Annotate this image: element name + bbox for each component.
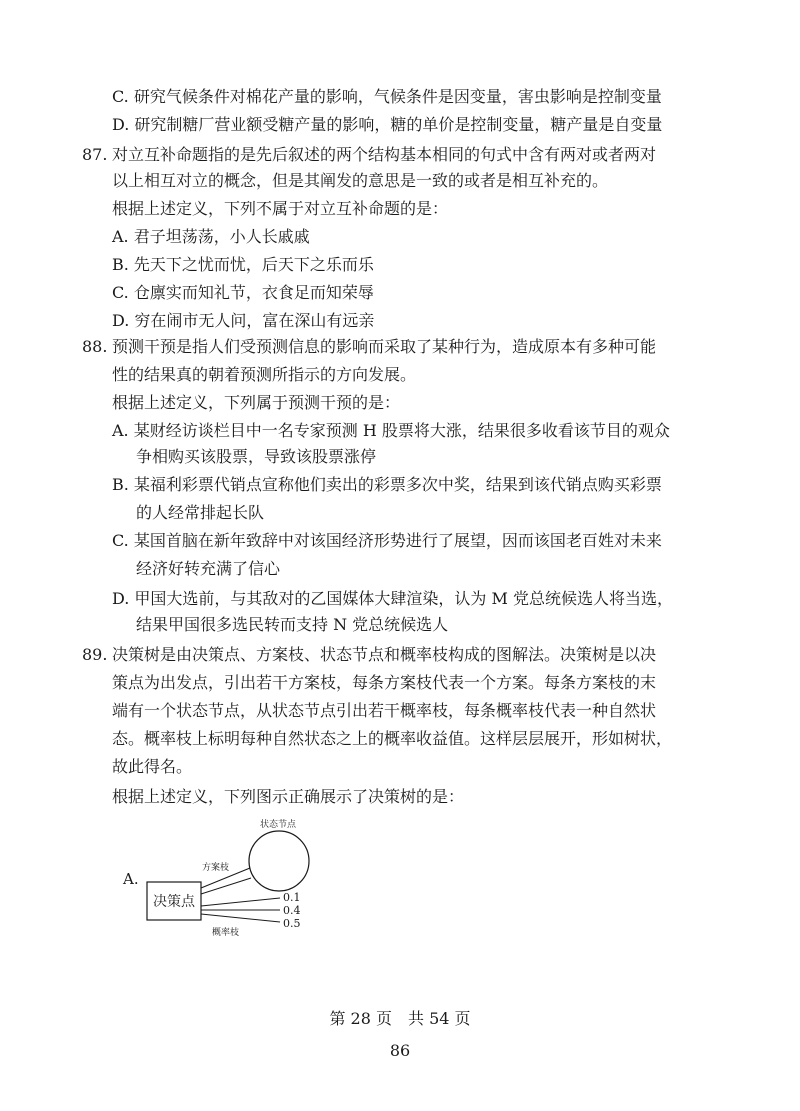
q88-stem-line1: 88. 预测干预是指人们受预测信息的影响而采取了某种行为，造成原本有多种可能 bbox=[82, 337, 657, 356]
state-node-circle bbox=[249, 831, 309, 891]
q88-option-a-line2: 争相购买该股票，导致该股票涨停 bbox=[136, 447, 377, 466]
plan-branch-label: 方案枝 bbox=[202, 863, 230, 873]
q88-option-c-line2: 经济好转充满了信心 bbox=[136, 559, 281, 578]
page-label: 第 28 页 共 54 页 bbox=[329, 1009, 471, 1028]
q89-number: 89. bbox=[82, 645, 108, 664]
decision-tree-diagram bbox=[120, 818, 350, 943]
prob-branch-line-1 bbox=[201, 898, 280, 906]
q88-option-d-line1: D. 甲国大选前，与其敌对的乙国媒体大肆渲染，认为 M 党总统候选人将当选， bbox=[112, 589, 673, 608]
q88-option-b-line1: B. 某福利彩票代销点宣称他们卖出的彩票多次中奖，结果到该代销点购买彩票 bbox=[112, 475, 662, 494]
prob-value-3: 0.5 bbox=[283, 917, 301, 930]
q88-option-c-line1: C. 某国首脑在新年致辞中对该国经济形势进行了展望，因而该国老百姓对未来 bbox=[112, 531, 662, 550]
q88-prompt: 根据上述定义，下列属于预测干预的是： bbox=[112, 393, 401, 412]
decision-point-label: 决策点 bbox=[153, 894, 195, 910]
q87-option-d: D. 穷在闹市无人问，富在深山有远亲 bbox=[112, 311, 375, 330]
q89-stem-line2: 策点为出发点，引出若干方案枝，每条方案枝代表一个方案。每条方案枝的末 bbox=[112, 673, 657, 692]
prob-value-2: 0.4 bbox=[283, 904, 301, 917]
q87-option-c: C. 仓廪实而知礼节，衣食足而知荣辱 bbox=[112, 283, 374, 302]
q89-stem-line3: 端有一个状态节点，从状态节点引出若干概率枝，每条概率枝代表一种自然状 bbox=[112, 701, 657, 720]
q87-option-a: A. 君子坦荡荡，小人长戚戚 bbox=[112, 227, 310, 246]
q89-prompt: 根据上述定义，下列图示正确展示了决策树的是： bbox=[112, 787, 465, 806]
option-c-prev: C. 研究气候条件对棉花产量的影响，气候条件是因变量，害虫影响是控制变量 bbox=[112, 87, 662, 106]
q88-option-d-line2: 结果甲国很多选民转而支持 N 党总统候选人 bbox=[136, 615, 449, 634]
page-number: 86 bbox=[389, 1041, 411, 1060]
q87-prompt: 根据上述定义，下列不属于对立互补命题的是： bbox=[112, 199, 449, 218]
q88-number: 88. bbox=[82, 337, 108, 356]
q88-option-b-line2: 的人经常排起长队 bbox=[136, 503, 265, 522]
prob-value-1: 0.1 bbox=[283, 891, 301, 904]
q89-stem-line4: 态。概率枝上标明每种自然状态之上的概率收益值。这样层层展开，形如树状， bbox=[112, 729, 673, 748]
q87-option-b: B. 先天下之忧而忧，后天下之乐而乐 bbox=[112, 255, 374, 274]
q89-stem-line1: 89. 决策树是由决策点、方案枝、状态节点和概率枝构成的图解法。决策树是以决 bbox=[82, 645, 657, 664]
q87-number: 87. bbox=[82, 145, 108, 164]
prob-branch-label: 概率枝 bbox=[212, 928, 240, 938]
q87-stem-line2: 以上相互对立的概念，但是其阐发的意思是一致的或者是相互补充的。 bbox=[112, 171, 609, 190]
q88-option-a-line1: A. 某财经访谈栏目中一名专家预测 H 股票将大涨，结果很多收看该节目的观众 bbox=[112, 421, 670, 440]
q87-stem-line1: 87. 对立互补命题指的是先后叙述的两个结构基本相同的句式中含有两对或者两对 bbox=[82, 145, 657, 164]
option-d-prev: D. 研究制糖厂营业额受糖产量的影响，糖的单价是控制变量，糖产量是自变量 bbox=[112, 115, 663, 134]
q88-stem-line2: 性的结果真的朝着预测所指示的方向发展。 bbox=[112, 365, 417, 384]
prob-branch-line-3 bbox=[201, 914, 280, 922]
diagram-option-label: A. bbox=[123, 870, 139, 888]
state-node-label: 状态节点 bbox=[259, 820, 297, 830]
q89-stem-line5: 故此得名。 bbox=[112, 757, 193, 776]
plan-branch-line-2 bbox=[201, 878, 251, 894]
